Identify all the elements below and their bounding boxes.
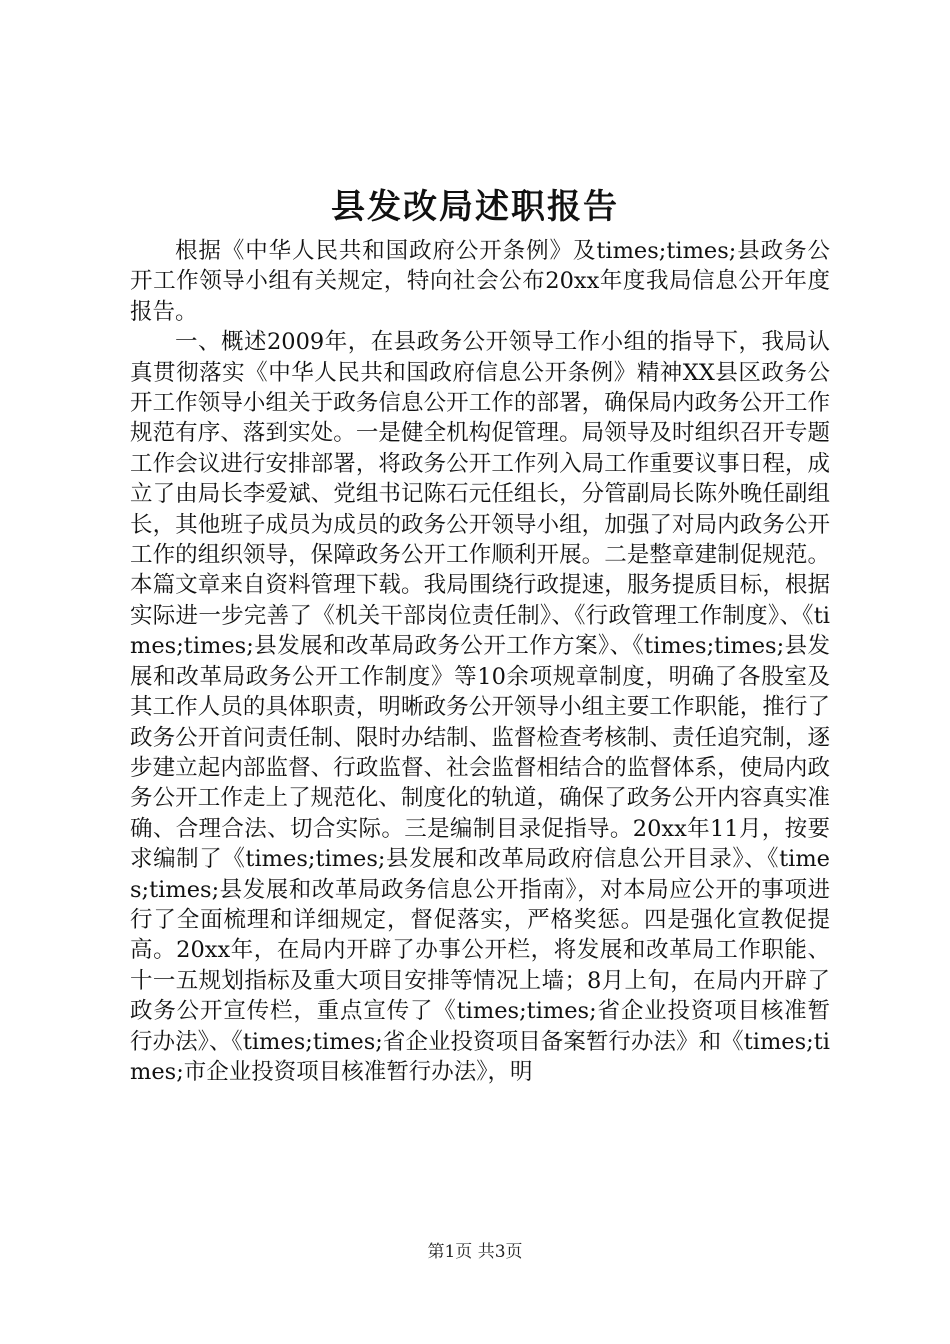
- document-title: 县发改局述职报告: [331, 187, 619, 227]
- document-body: [130, 236, 830, 1087]
- intro-paragraph: 根据《中华人民共和国政府公开条例》及times;times;县政务公开工作领导小组有关规定，特向社会公布20xx年度我局信息公开年度报告。: [130, 238, 830, 325]
- page-number: 第1页 共3页: [427, 1242, 523, 1262]
- overview-paragraph: 一、概述2009年，在县政务公开领导工作小组的指导下，我局认真贯彻落实《中华人民共和国政府信息公开条例》精神XX县区政务公开工作领导小组关于政务信息公开工作的部署，确保局内政务公开工作规范有序、落到实处。一是健全机构促管理。局领导及时组织召开专题工作会议进行安排部署，将政务公开工作列入局工作重要议事日程，成立了由局长李爱斌、党组书记陈石元任组长，分管副局长陈外晚任副组长，其他班子成员为成员的政务公开领导小组，加强了对局内政务公开工作的组织领导，保障政务公开工作顺利开展。二是整章建制促规范。本篇文章来自资料管理下载。我局围绕行政提速，服务提质目标，根据实际进一步完善了《机关干部岗位责任制》、《行政管理工作制度》、《times;times;县发展和改革局政务公开工作方案》、《times;times;县发展和改革局政务公开工作制度》等10余项规章制度，明确了各股室及其工作人员的具体职责，明晰政务公开领导小组主要工作职能，推行了政务公开首问责任制、限时办结制、监督检查考核制、责任追究制，逐步建立起内部监督、行政监督、社会监督相结合的监督体系，使局内政务公开工作走上了规范化、制度化的轨道，确保了政务公开内容真实准确、合理合法、切合实际。三是编制目录促指导。20xx年11月，按要求编制了《times;times;县发展和改革局政府信息公开目录》、《times;times;县发展和改革局政务信息公开指南》，对本局应公开的事项进行了全面梳理和详细规定，督促落实，严格奖惩。四是强化宣教促提高。20xx年，在局内开辟了办事公开栏，将发展和改革局工作职能、十一五规划指标及重大项目安排等情况上墙；8月上旬，在局内开辟了政务公开宣传栏，重点宣传了《times;times;省企业投资项目核准暂行办法》、《times;times;省企业投资项目备案暂行办法》和《times;times;市企业投资项目核准暂行办法》，明: [130, 329, 830, 1085]
